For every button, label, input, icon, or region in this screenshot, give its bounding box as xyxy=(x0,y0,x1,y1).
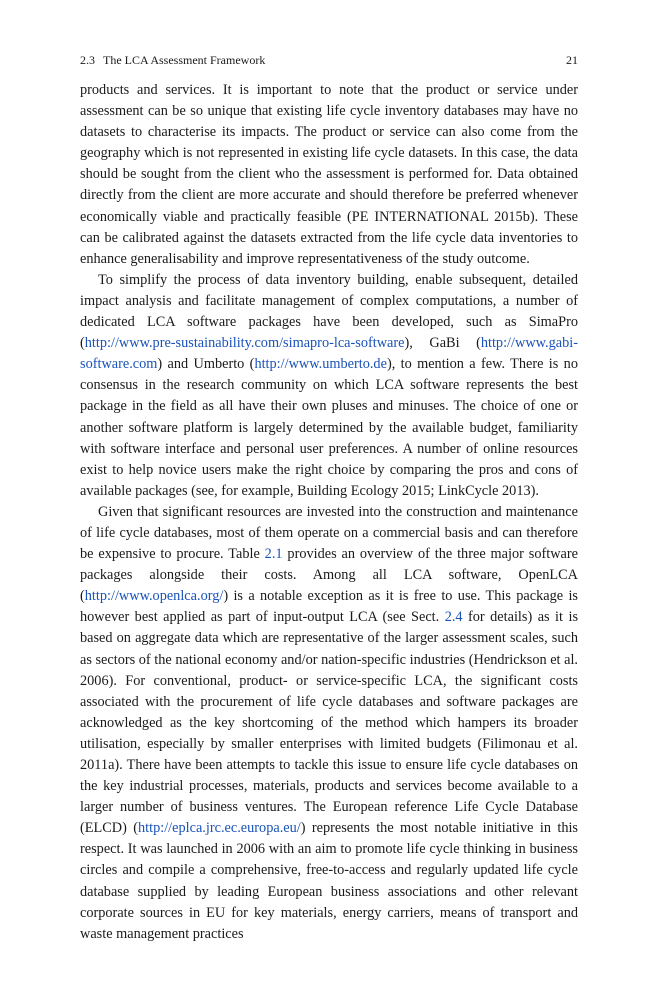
paragraph-2-text-4: ), to mention a few. There is no consensus in the research community on which LCA software represents the best package in the field as all have their own pluses and minuses. The choice of one or another software platform is largely determined by the available budget, familiarity with software interface and personal user preferences. A number of online resources exist to help novice users make the right choice by comparing the pros and cons of available packages (see, for example, Building Ecology 2015; LinkCycle 2013). xyxy=(80,356,578,499)
paragraph-2-text-3: ) and Umberto ( xyxy=(157,356,255,373)
openlca-link[interactable]: http://www.openlca.org/ xyxy=(84,588,224,605)
paragraph-3-text-5: ) represents the most notable initiative in this respect. It was launched in 2006 with an aim to promote life cycle thinking in business circles and compile a comprehensive, free-to-access and regularly updated life cycle database supplied by leading European business associations and other relevant corporate sources in EU for key materials, energy carriers, means of transport and waste management practices xyxy=(80,820,578,942)
section-heading xyxy=(80,52,265,68)
table-reference[interactable]: 2.1 xyxy=(264,546,283,563)
paragraph-1 xyxy=(80,80,578,270)
paragraph-2-text-1: To simplify the process of data inventory building, enable subsequent, detailed impact analysis and facilitate management of complex computations, a number of dedicated LCA software packages have been developed, such as SimaPro ( xyxy=(80,271,578,352)
paragraph-3-text-4: for details) as it is based on aggregate data which are representative of the larger assessment scales, such as sectors of the national economy and/or nation-specific industries (Hendrickson et al. 2006). For conventional, product- or service-specific LCA, the significant costs associated with the procurement of life cycle databases and software packages are acknowledged as the key shortcoming of the method which hampers its broader utilisation, especially by smaller enterprises with limited budgets (Filimonau et al. 2011a). There have been attempts to tackle this issue to ensure life cycle databases on the key industrial processes, materials, products and services become available to a larger number of business ventures. The European reference Life Cycle Database (ELCD) ( xyxy=(80,609,579,837)
section-title: The LCA Assessment Framework xyxy=(103,53,266,67)
paragraph-3-text-1: Given that significant resources are invested into the construction and maintenance of life cycle databases, most of them operate on a commercial basis and can therefore be expensive to procure. Table xyxy=(80,503,578,563)
simapro-link[interactable]: http://www.pre-sustainability.com/simapro-lca-software xyxy=(84,335,405,352)
paragraph-3 xyxy=(80,502,578,945)
umberto-link[interactable]: http://www.umberto.de xyxy=(254,356,387,373)
paragraph-2 xyxy=(80,270,578,502)
paragraph-3-text-3: ) is a notable exception as it is free to use. This package is however best applied as part of input-output LCA (see Sect. xyxy=(80,588,578,626)
running-head xyxy=(80,52,578,68)
section-number: 2.3 xyxy=(80,53,95,67)
body-text xyxy=(80,80,578,945)
elcd-link[interactable]: http://eplca.jrc.ec.europa.eu/ xyxy=(137,820,301,837)
paragraph-3-text-2: provides an overview of the three major software packages alongside their costs. Among all LCA software, OpenLCA ( xyxy=(80,546,578,605)
paragraph-1-text: products and services. It is important to note that the product or service under assessment can be so unique that existing life cycle inventory databases may have no datasets to characterise its impacts. The product or service can also come from the geography which is not represented in existing life cycle datasets. In this case, the data should be sought from the client who the assessment is performed for. Data obtained directly from the client are more accurate and should therefore be preferred whenever economically viable and practically feasible (PE INTERNATIONAL 2015b). These can be calibrated against the datasets extracted from the life cycle data inventories to enhance generalisability and improve representativeness of the study outcome. xyxy=(80,82,578,267)
paragraph-2-text-2: ), GaBi ( xyxy=(404,335,481,352)
gabi-link[interactable]: http://www.gabi-software.com xyxy=(80,335,578,373)
page-number: 21 xyxy=(566,53,578,67)
section-reference[interactable]: 2.4 xyxy=(444,609,463,626)
